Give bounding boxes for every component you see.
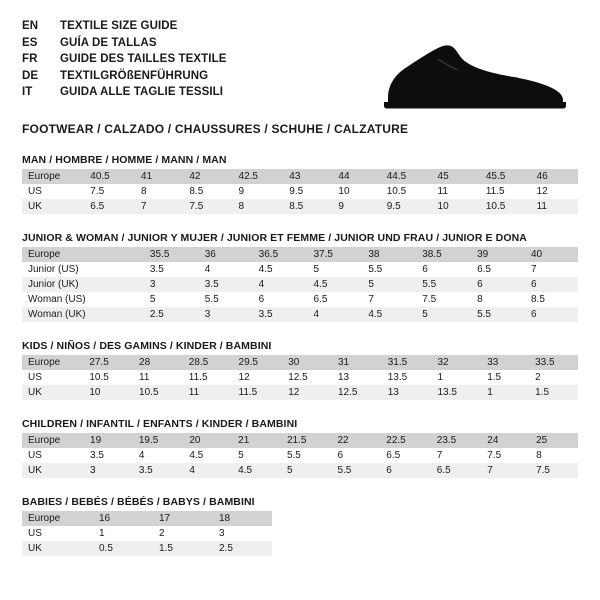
size-group-kids [22,340,578,400]
cell: 4.5 [361,307,415,322]
cell: 8 [232,199,283,214]
cell: 3.5 [252,307,307,322]
cell [91,292,143,307]
size-table-babies [22,511,272,556]
cell: 41 [134,169,182,184]
cell: 11.5 [485,186,505,197]
table-row [22,307,578,322]
cell: 6.5 [430,463,481,478]
cell: 6.5 [313,294,328,305]
cell: 3 [83,463,132,478]
cell: 10 [431,199,479,214]
table-row [22,448,578,463]
language-row [22,51,227,68]
cell: 2.5 [143,307,198,322]
cell: 12 [238,372,250,383]
size-group-junior-woman [22,232,578,322]
cell: 7.5 [422,294,437,305]
cell: 21.5 [280,433,331,448]
language-row [22,35,227,52]
table-row [22,541,272,556]
cell: 6.5 [386,450,401,461]
cell: 9 [238,186,245,197]
cell: 23.5 [430,433,481,448]
table-row [22,526,272,541]
cell: 2 [535,372,541,383]
cell: 1 [480,385,528,400]
document-header [22,18,578,110]
row-label: Europe [22,433,83,448]
cell: 5 [313,264,320,275]
cell: 9.5 [380,199,431,214]
group-title: CHILDREN / INFANTIL / ENFANTS / KINDER / BAMBINI [22,418,298,430]
language-code: IT [22,86,33,98]
cell: 9 [331,199,379,214]
cell: 17 [152,511,212,526]
row-label: Europe [22,355,82,370]
cell: 7 [436,450,443,461]
cell: 38 [361,247,415,262]
cell: 5 [280,463,331,478]
cell: 3.5 [149,264,164,275]
group-title: BABIES / BEBÉS / BÉBÉS / BABYS / BAMBINI [22,496,255,508]
row-label: Woman (US) [28,294,86,305]
row-label: Junior (US) [28,264,79,275]
group-title: KIDS / NIÑOS / DES GAMINS / KINDER / BAMBINI [22,340,272,352]
cell: 11 [139,372,150,383]
cell: 4.5 [258,264,273,275]
cell: 13 [381,385,431,400]
cell: 31 [331,355,381,370]
cell: 10.5 [89,372,109,383]
language-title: TEXTILE SIZE GUIDE [60,20,178,32]
cell: 8.5 [189,186,204,197]
table-row [22,277,578,292]
cell: 8 [141,186,147,197]
cell: 5.5 [286,450,301,461]
cell: 31.5 [381,355,431,370]
row-label: US [28,528,42,539]
cell: 5.5 [204,294,219,305]
cell: 24 [480,433,529,448]
size-group-babies [22,496,578,556]
table-row [22,433,578,448]
cell: 44.5 [380,169,431,184]
cell: 43 [282,169,331,184]
cell: 5.5 [415,277,470,292]
row-label: US [28,372,42,383]
language-title-body [22,18,227,101]
cell: 35.5 [143,247,198,262]
size-table-kids [22,355,578,400]
cell: 32 [430,355,480,370]
cell: 10 [82,385,132,400]
cell: 7.5 [182,199,231,214]
language-code: DE [22,69,39,82]
row-label: US [28,186,42,197]
cell: 11.5 [232,385,282,400]
table-row [22,247,578,262]
cell: 37.5 [307,247,362,262]
cell: 22.5 [379,433,430,448]
size-table-junior-woman [22,247,578,322]
cell: 6 [379,463,430,478]
cell: 19 [83,433,132,448]
cell: 33.5 [528,355,578,370]
language-code: FR [22,53,38,65]
cell: 6.5 [83,199,134,214]
group-title: JUNIOR & WOMAN / JUNIOR Y MUJER / JUNIOR ET FEMME / JUNIOR UND FRAU / JUNIOR E DONA [22,232,527,244]
cell [91,277,143,292]
cell: 10.5 [132,385,182,400]
cell: 45.5 [479,169,530,184]
size-table-man [22,169,578,214]
cell: 12.5 [288,372,308,383]
row-label: UK [22,463,83,478]
language-title: GUIDA ALLE TAGLIE TESSILI [60,86,224,98]
cell: 12.5 [331,385,381,400]
cell: 4.5 [231,463,280,478]
row-label: US [28,450,42,461]
cell: 2.5 [212,541,272,556]
cell: 4 [138,450,145,461]
cell: 20 [182,433,231,448]
cell: 45 [431,169,479,184]
cell: 3 [198,307,252,322]
table-row [22,355,578,370]
row-label: UK [22,199,83,214]
cell [91,307,143,322]
cell [91,247,143,262]
cell: 28.5 [182,355,232,370]
language-title: TEXTILGRÖßENFÜHRUNG [60,69,209,82]
cell: 4 [307,307,362,322]
language-row [22,68,227,85]
cell: 8.5 [282,199,331,214]
cell: 42.5 [232,169,283,184]
cell: 33 [480,355,528,370]
language-title: GUIDE DES TAILLES TEXTILE [60,53,227,65]
cell: 5 [149,294,156,305]
table-row [22,199,578,214]
cell: 8 [536,450,542,461]
cell: 12 [536,186,548,197]
cell: 6 [524,277,578,292]
cell: 7.5 [529,463,578,478]
cell: 29.5 [232,355,282,370]
cell: 1.5 [528,385,578,400]
cell: 1.5 [487,372,502,383]
cell: 1 [437,372,444,383]
cell: 36.5 [252,247,307,262]
cell: 21 [231,433,280,448]
table-row [22,385,578,400]
cell: 6 [470,277,524,292]
language-row [22,18,227,35]
cell: 3 [143,277,198,292]
cell: 25 [529,433,578,448]
cell: 5 [238,450,244,461]
table-row [22,169,578,184]
cell: 19.5 [132,433,183,448]
cell: 7.5 [487,450,502,461]
cell: 6.5 [477,264,491,275]
cell: 3.5 [132,463,183,478]
row-label: Woman (UK) [22,307,91,322]
row-label: Europe [22,511,92,526]
cell: 7 [480,463,529,478]
cell: 11 [437,186,448,197]
size-table-children [22,433,578,478]
language-title: GUÍA DE TALLAS [60,36,157,49]
cell: 16 [92,511,152,526]
language-code: ES [22,36,38,49]
cell: 5.5 [368,264,383,275]
cell: 3 [219,528,225,539]
cell: 9.5 [289,186,304,197]
cell: 6 [524,307,578,322]
cell: 8 [477,294,483,305]
table-row [22,184,578,199]
table-row [22,463,578,478]
language-row [22,84,227,101]
cell: 44 [331,169,379,184]
cell: 4 [182,463,231,478]
dress-shoe-icon [380,40,570,110]
language-title-table [22,18,227,101]
cell: 6 [258,294,265,305]
cell: 46 [530,169,578,184]
cell: 10.5 [479,199,530,214]
cell: 4.5 [307,277,362,292]
cell: 7 [368,294,374,305]
cell: 3.5 [198,277,252,292]
cell: 1 [99,528,105,539]
cell: 6 [422,264,428,275]
cell: 27.5 [82,355,132,370]
cell: 42 [182,169,231,184]
cell: 2 [159,528,165,539]
cell: 40.5 [83,169,134,184]
cell: 13.5 [430,385,480,400]
cell: 13 [337,372,350,383]
cell: 4 [252,277,307,292]
cell: 10.5 [386,186,407,197]
cell: 7 [134,199,182,214]
cell: 5 [361,277,415,292]
cell: 22 [330,433,379,448]
cell: 4.5 [189,450,204,461]
cell: 12 [281,385,331,400]
cell: 5.5 [470,307,524,322]
language-code: EN [22,20,39,32]
group-title: MAN / HOMBRE / HOMME / MANN / MAN [22,154,227,166]
cell: 5 [415,307,470,322]
cell: 6 [337,450,344,461]
row-label: Junior (UK) [22,277,91,292]
cell: 4 [204,264,211,275]
cell: 0.5 [92,541,152,556]
row-label: UK [22,385,82,400]
cell: 11 [530,199,578,214]
size-group-children [22,418,578,478]
cell: 18 [212,511,272,526]
category-title: FOOTWEAR / CALZADO / CHAUSSURES / SCHUHE / CALZATURE [22,122,409,136]
row-label: UK [22,541,92,556]
cell: 10 [338,186,350,197]
table-row [22,511,272,526]
row-label: Europe [22,247,91,262]
row-label: Europe [22,169,83,184]
cell: 8.5 [531,294,545,305]
cell: 30 [281,355,331,370]
table-row [22,370,578,385]
cell: 36 [198,247,252,262]
table-row [22,292,578,307]
cell: 7.5 [90,186,105,197]
cell: 38.5 [415,247,470,262]
cell: 40 [524,247,578,262]
cell: 5.5 [330,463,379,478]
cell: 13.5 [387,372,408,383]
cell: 28 [132,355,182,370]
cell: 1.5 [152,541,212,556]
cell: 11 [182,385,232,400]
cell: 39 [470,247,524,262]
cell: 7 [531,264,537,275]
size-group-man [22,154,578,214]
table-row [22,262,578,277]
cell: 3.5 [90,450,104,461]
cell: 11.5 [188,372,208,383]
cell [91,262,143,277]
